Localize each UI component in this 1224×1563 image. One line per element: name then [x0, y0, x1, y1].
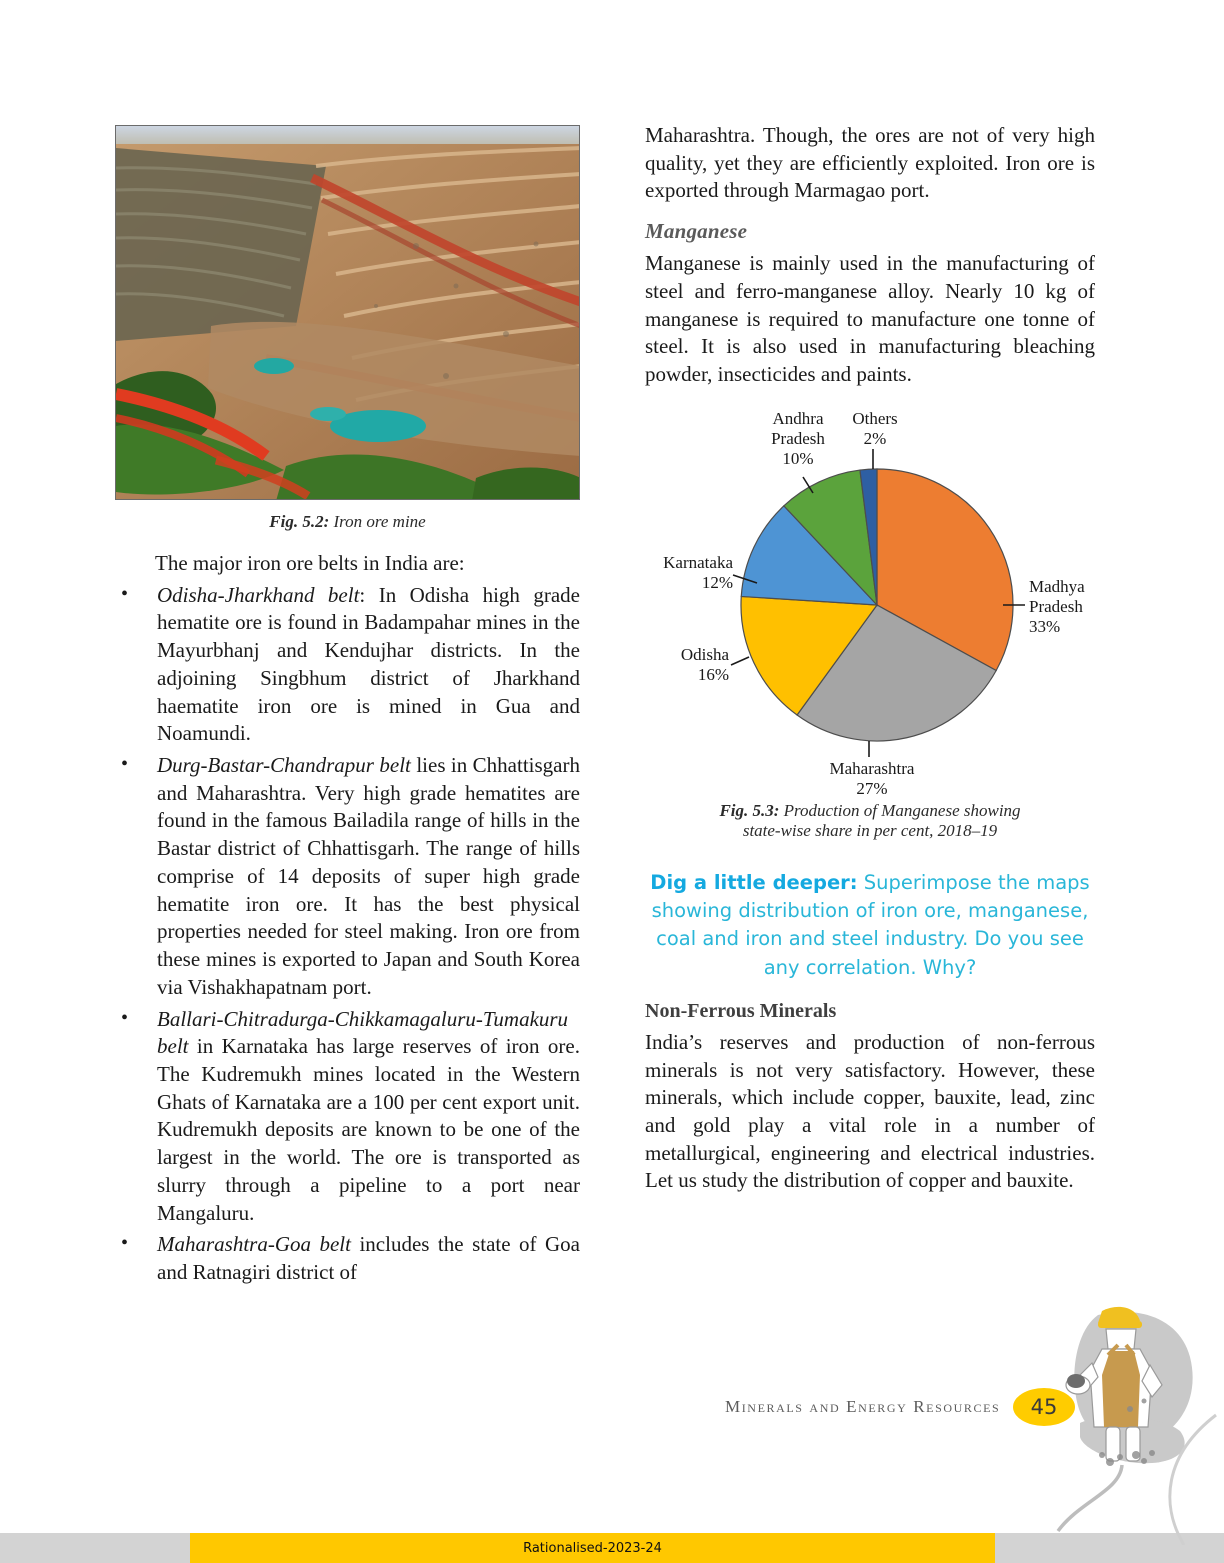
belt-title: Durg-Bastar-Chandrapur belt [157, 753, 411, 778]
dig-deeper-text: Superimpose the maps showing distribution of iron ore, manganese, coal and iron and steel industry. Do you see any correlation. Why? [651, 870, 1090, 979]
belt-title: Odisha-Jharkhand belt [157, 582, 360, 607]
iron-ore-mine-photo [115, 125, 580, 500]
pie-label-maharashtra: Maharashtra 27% [829, 758, 915, 798]
manganese-pie-chart [645, 407, 1095, 807]
figure-5-3-line1: Production of Manganese showing [783, 800, 1021, 820]
belt-text: includes the state of Goa and Ratnagiri district of [157, 1232, 580, 1284]
belt-text: In Odisha high grade hematite ore is found in Badampahar mines in the Mayurbhanj and Kendujhar districts. In the adjoining Singbhum district of Jharkhand haematite iron ore is mined in Gua and Noamundi. [157, 582, 580, 746]
list-item [115, 752, 580, 1001]
pie-label-andhra-pradesh: Andhra Pradesh 10% [771, 408, 825, 468]
rationalised-banner: Rationalised-2023-24 [190, 1533, 995, 1563]
pie-label-odisha: Odisha 16% [680, 644, 729, 684]
belt-title: Ballari-Chitradurga-Chikkamagaluru-Tumakuru belt [157, 1006, 569, 1059]
pie-label-others: Others 2% [852, 408, 898, 448]
pie-chart-svg [645, 407, 1095, 807]
pie-slices [741, 469, 1013, 741]
iron-belts-lead: The major iron ore belts in India are: [155, 551, 465, 575]
photo-artwork [116, 126, 580, 500]
belt-text: lies in Chhattisgarh and Maharashtra. Very high grade hematites are found in the famous Bailadila range of hills in the Bastar district of Chhattisgarh. The range of hills comprise of 14 deposits of super high grade hematite iron ore. It has the best physical properties needed for steel making. Iron ore from these mines is exported to Japan and South Korea via Vishakhapatnam port. [157, 753, 580, 999]
belt-text: in Karnataka has large reserves of iron ore. The Kudremukh mines located in the Western Ghats of Karnataka are a 100 per cent export unit. Kudremukh deposits are known to be one of the largest in the world. The ore is transported as slurry through a pipeline to a port near Mangaluru. [157, 1034, 580, 1225]
list-item [115, 1231, 580, 1286]
non-ferrous-minerals-heading: Non-Ferrous Minerals [645, 999, 837, 1022]
page-number-badge: 45 [1013, 1388, 1075, 1426]
non-ferrous-paragraph: India’s reserves and production of non-ferrous minerals is not very satisfactory. However, these minerals, which include copper, bauxite, lead, zinc and gold play a vital role in a number of metallurgical, engineering and electrical industries. Let us study the distribution of copper and bauxite. [645, 1029, 1095, 1193]
iron-ore-belts-list [115, 582, 580, 1287]
figure-5-3-label: Fig. 5.3: [719, 800, 780, 820]
footer-chapter-title: Minerals and Energy Resources [725, 1397, 1001, 1416]
leader-odisha [731, 657, 749, 665]
figure-5-3-line2: state-wise share in per cent, 2018–19 [742, 820, 998, 840]
manganese-heading: Manganese [645, 219, 748, 244]
corner-arc-decoration [1064, 1395, 1224, 1545]
right-column [645, 122, 1095, 1197]
belt-title: Maharashtra-Goa belt [157, 1232, 351, 1257]
list-item [115, 1006, 580, 1228]
list-item [115, 582, 580, 748]
maharashtra-continuation-paragraph: Maharashtra. Though, the ores are not of very high quality, yet they are efficiently exploited. Iron ore is exported through Marmagao port. [645, 123, 1095, 203]
belt-separator: : [359, 582, 366, 607]
dig-a-little-deeper-box [645, 869, 1095, 982]
dig-deeper-label: Dig a little deeper: [650, 870, 858, 894]
figure-5-2-caption [115, 512, 580, 532]
figure-5-2-label: Fig. 5.2: [269, 512, 330, 531]
pie-label-karnataka: Karnataka 12% [663, 552, 733, 592]
left-column [115, 125, 580, 1291]
manganese-paragraph: Manganese is mainly used in the manufacturing of steel and ferro-manganese alloy. Nearly 10 kg of manganese is required to manufacture one tonne of steel. It is also used in manufacturing bleaching powder, insecticides and paints. [645, 251, 1095, 387]
pie-label-madhya-pradesh: Madhya Pradesh 33% [1029, 576, 1085, 636]
figure-5-2-text: Iron ore mine [333, 512, 426, 531]
